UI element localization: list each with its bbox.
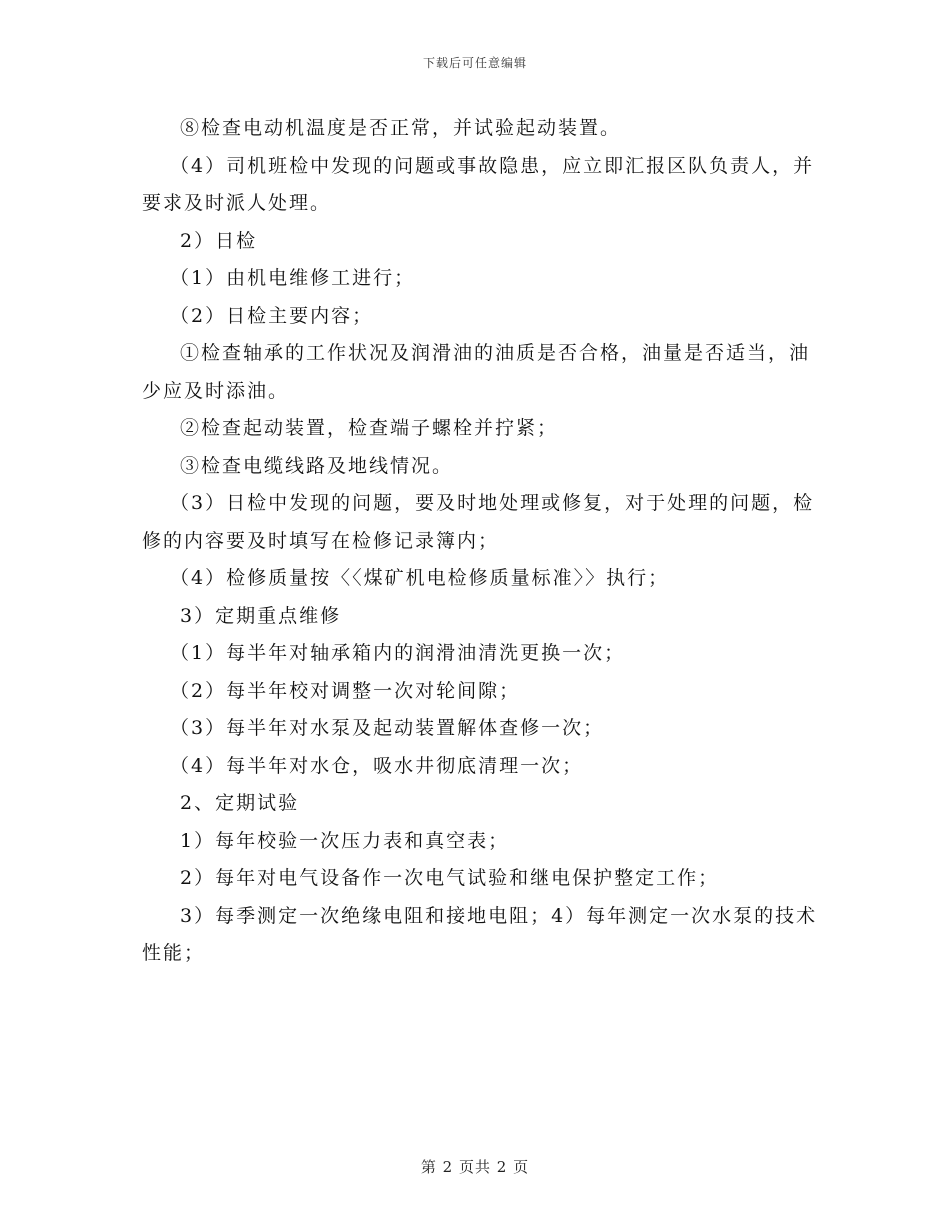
paragraph: （3）日检中发现的问题，要及时地处理或修复，对于处理的问题，检修的内容要及时填写在检修记录簿内； [142,492,815,552]
section-heading: 2、定期试验 [180,792,300,814]
paragraph: （4）每半年对水仓，吸水井彻底清理一次； [170,754,584,777]
paragraph: （3）每半年对水泵及起动装置解体查修一次； [170,717,605,739]
section-heading: 2）日检 [180,229,258,252]
paragraph: （2）日检主要内容； [170,304,374,327]
page-footer: 第 2 页共 2 页 [420,1158,530,1176]
paragraph: 1）每年校验一次压力表和真空表； [180,829,510,852]
paragraph: ⑧检查电动机温度是否正常，并试验起动装置。 [180,117,622,139]
paragraph: 2）每年对电气设备作一次电气试验和继电保护整定工作； [180,867,720,889]
paragraph: （4）司机班检中发现的问题或事故隐患，应立即汇报区队负责人，并要求及时派人处理。 [142,154,815,214]
paragraph: ③检查电缆线路及地线情况。 [180,454,454,477]
paragraph: ②检查起动装置，检查端子螺栓并拧紧； [180,417,559,439]
paragraph: （1）由机电维修工进行； [170,267,416,289]
page-header: 下载后可任意编辑 [422,56,527,70]
paragraph: ①检查轴承的工作状况及润滑油的油质是否合格，油量是否适当，油少应及时添油。 [142,342,811,402]
paragraph: （4）检修质量按〈〈煤矿机电检修质量标准〉〉执行； [170,567,670,589]
section-heading: 3）定期重点维修 [180,604,342,627]
paragraph: （2）每半年校对调整一次对轮间隙； [170,679,521,702]
document-body [142,110,822,973]
paragraph: 3）每季测定一次绝缘电阻和接地电阻；4）每年测定一次水泵的技术性能； [142,904,818,964]
paragraph: （1）每半年对轴承箱内的润滑油清洗更换一次； [170,642,626,664]
